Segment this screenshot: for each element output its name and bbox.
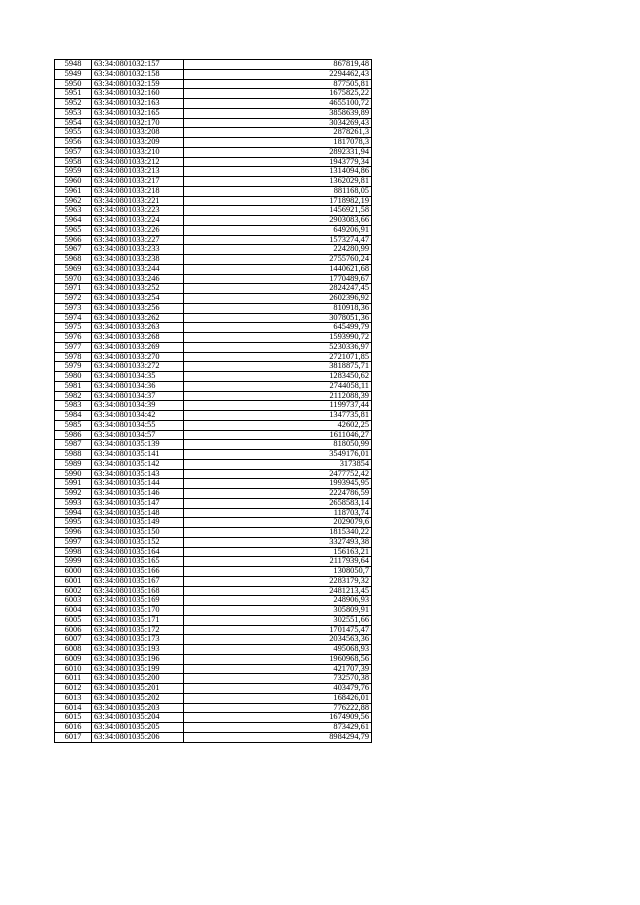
- value-cell: 2878261,3: [184, 128, 372, 138]
- row-number-cell: 6000: [55, 567, 92, 577]
- cadastral-number-cell: 63:34:0801032:158: [92, 69, 184, 79]
- value-cell: 1943779,34: [184, 157, 372, 167]
- value-cell: 2283179,32: [184, 576, 372, 586]
- cadastral-number-cell: 63:34:0801033:246: [92, 274, 184, 284]
- value-cell: 1675825,22: [184, 89, 372, 99]
- table-row: [55, 235, 372, 245]
- table-row: [55, 635, 372, 645]
- table-row: [55, 118, 372, 128]
- cadastral-number-cell: 63:34:0801035:150: [92, 528, 184, 538]
- cadastral-number-cell: 63:34:0801035:172: [92, 625, 184, 635]
- table-row: [55, 245, 372, 255]
- table-row: [55, 469, 372, 479]
- value-cell: 224280,99: [184, 245, 372, 255]
- table-row: [55, 177, 372, 187]
- value-cell: 1718982,19: [184, 196, 372, 206]
- table-row: [55, 147, 372, 157]
- cadastral-number-cell: 63:34:0801032:157: [92, 60, 184, 70]
- table-row: [55, 420, 372, 430]
- cadastral-number-cell: 63:34:0801033:233: [92, 245, 184, 255]
- cadastral-number-cell: 63:34:0801035:166: [92, 567, 184, 577]
- row-number-cell: 5986: [55, 430, 92, 440]
- row-number-cell: 5981: [55, 381, 92, 391]
- value-cell: 403479,76: [184, 684, 372, 694]
- row-number-cell: 5953: [55, 108, 92, 118]
- cadastral-number-cell: 63:34:0801033:212: [92, 157, 184, 167]
- cadastral-number-cell: 63:34:0801035:193: [92, 645, 184, 655]
- cadastral-number-cell: 63:34:0801035:201: [92, 684, 184, 694]
- value-cell: 1308050,7: [184, 567, 372, 577]
- value-cell: 1815340,22: [184, 528, 372, 538]
- table-row: [55, 567, 372, 577]
- row-number-cell: 5966: [55, 235, 92, 245]
- row-number-cell: 6016: [55, 723, 92, 733]
- cadastral-number-cell: 63:34:0801033:263: [92, 323, 184, 333]
- table-row: [55, 186, 372, 196]
- value-cell: 1960968,56: [184, 654, 372, 664]
- cadastral-number-cell: 63:34:0801035:204: [92, 713, 184, 723]
- value-cell: 1611046,27: [184, 430, 372, 440]
- table-row: [55, 372, 372, 382]
- row-number-cell: 6012: [55, 684, 92, 694]
- table-row: [55, 128, 372, 138]
- table-row: [55, 313, 372, 323]
- cadastral-number-cell: 63:34:0801033:244: [92, 264, 184, 274]
- value-cell: 1993945,95: [184, 479, 372, 489]
- row-number-cell: 6009: [55, 654, 92, 664]
- value-cell: 3327493,38: [184, 537, 372, 547]
- table-row: [55, 381, 372, 391]
- cadastral-number-cell: 63:34:0801034:55: [92, 420, 184, 430]
- value-cell: 421707,39: [184, 664, 372, 674]
- row-number-cell: 6005: [55, 615, 92, 625]
- table-row: [55, 274, 372, 284]
- value-cell: 2602396,92: [184, 294, 372, 304]
- row-number-cell: 5951: [55, 89, 92, 99]
- cadastral-number-cell: 63:34:0801035:139: [92, 440, 184, 450]
- cadastral-number-cell: 63:34:0801035:205: [92, 723, 184, 733]
- table-row: [55, 108, 372, 118]
- cadastral-number-cell: 63:34:0801035:202: [92, 693, 184, 703]
- cadastral-number-cell: 63:34:0801033:227: [92, 235, 184, 245]
- row-number-cell: 5948: [55, 60, 92, 70]
- table-row: [55, 440, 372, 450]
- row-number-cell: 6011: [55, 674, 92, 684]
- cadastral-number-cell: 63:34:0801033:268: [92, 333, 184, 343]
- cadastral-number-cell: 63:34:0801035:147: [92, 498, 184, 508]
- value-cell: 2755760,24: [184, 255, 372, 265]
- value-cell: 2112088,39: [184, 391, 372, 401]
- row-number-cell: 5974: [55, 313, 92, 323]
- value-cell: 4655100,72: [184, 99, 372, 109]
- row-number-cell: 5954: [55, 118, 92, 128]
- value-cell: 810918,36: [184, 303, 372, 313]
- cadastral-number-cell: 63:34:0801035:146: [92, 489, 184, 499]
- table-row: [55, 674, 372, 684]
- row-number-cell: 5978: [55, 352, 92, 362]
- row-number-cell: 6007: [55, 635, 92, 645]
- cadastral-number-cell: 63:34:0801035:170: [92, 606, 184, 616]
- cadastral-number-cell: 63:34:0801033:252: [92, 284, 184, 294]
- cadastral-value-table: [54, 59, 372, 743]
- table-row: [55, 703, 372, 713]
- table-row: [55, 391, 372, 401]
- row-number-cell: 5991: [55, 479, 92, 489]
- value-cell: 3818875,71: [184, 362, 372, 372]
- row-number-cell: 5993: [55, 498, 92, 508]
- cadastral-number-cell: 63:34:0801035:152: [92, 537, 184, 547]
- row-number-cell: 5960: [55, 177, 92, 187]
- value-cell: 2294462,43: [184, 69, 372, 79]
- table-row: [55, 625, 372, 635]
- value-cell: 881168,05: [184, 186, 372, 196]
- value-cell: 1283450,62: [184, 372, 372, 382]
- table-row: [55, 323, 372, 333]
- table-row: [55, 713, 372, 723]
- table-row: [55, 654, 372, 664]
- row-number-cell: 5994: [55, 508, 92, 518]
- table-row: [55, 60, 372, 70]
- value-cell: 156163,21: [184, 547, 372, 557]
- cadastral-number-cell: 63:34:0801033:272: [92, 362, 184, 372]
- table-row: [55, 537, 372, 547]
- value-cell: 3858639,89: [184, 108, 372, 118]
- row-number-cell: 5958: [55, 157, 92, 167]
- value-cell: 732570,38: [184, 674, 372, 684]
- row-number-cell: 5992: [55, 489, 92, 499]
- cadastral-number-cell: 63:34:0801035:169: [92, 596, 184, 606]
- cadastral-number-cell: 63:34:0801035:200: [92, 674, 184, 684]
- cadastral-number-cell: 63:34:0801035:203: [92, 703, 184, 713]
- cadastral-number-cell: 63:34:0801033:224: [92, 216, 184, 226]
- row-number-cell: 5985: [55, 420, 92, 430]
- value-cell: 818050,99: [184, 440, 372, 450]
- cadastral-number-cell: 63:34:0801033:218: [92, 186, 184, 196]
- value-cell: 1593990,72: [184, 333, 372, 343]
- table-row: [55, 333, 372, 343]
- value-cell: 873429,61: [184, 723, 372, 733]
- table-row: [55, 255, 372, 265]
- cadastral-number-cell: 63:34:0801033:210: [92, 147, 184, 157]
- row-number-cell: 5969: [55, 264, 92, 274]
- value-cell: 1456921,58: [184, 206, 372, 216]
- cadastral-number-cell: 63:34:0801034:35: [92, 372, 184, 382]
- table-row: [55, 518, 372, 528]
- cadastral-number-cell: 63:34:0801032:159: [92, 79, 184, 89]
- cadastral-number-cell: 63:34:0801035:149: [92, 518, 184, 528]
- value-cell: 1362029,81: [184, 177, 372, 187]
- value-cell: 1701475,47: [184, 625, 372, 635]
- value-cell: 776222,88: [184, 703, 372, 713]
- row-number-cell: 6015: [55, 713, 92, 723]
- table-row: [55, 138, 372, 148]
- table-row: [55, 547, 372, 557]
- row-number-cell: 5996: [55, 528, 92, 538]
- value-cell: 2117939,64: [184, 557, 372, 567]
- table-row: [55, 450, 372, 460]
- table-row: [55, 459, 372, 469]
- row-number-cell: 5998: [55, 547, 92, 557]
- cadastral-number-cell: 63:34:0801034:37: [92, 391, 184, 401]
- table-row: [55, 557, 372, 567]
- value-cell: 2824247,45: [184, 284, 372, 294]
- table-body: [55, 60, 372, 743]
- row-number-cell: 6006: [55, 625, 92, 635]
- table-row: [55, 684, 372, 694]
- table-row: [55, 157, 372, 167]
- table-row: [55, 264, 372, 274]
- row-number-cell: 5955: [55, 128, 92, 138]
- table-row: [55, 645, 372, 655]
- cadastral-number-cell: 63:34:0801032:163: [92, 99, 184, 109]
- cadastral-number-cell: 63:34:0801032:170: [92, 118, 184, 128]
- row-number-cell: 5962: [55, 196, 92, 206]
- table-row: [55, 489, 372, 499]
- value-cell: 2481213,45: [184, 586, 372, 596]
- table-row: [55, 352, 372, 362]
- row-number-cell: 6013: [55, 693, 92, 703]
- value-cell: 2892331,94: [184, 147, 372, 157]
- row-number-cell: 5977: [55, 342, 92, 352]
- value-cell: 2477752,42: [184, 469, 372, 479]
- value-cell: 1347735,81: [184, 411, 372, 421]
- row-number-cell: 6002: [55, 586, 92, 596]
- cadastral-number-cell: 63:34:0801035:141: [92, 450, 184, 460]
- row-number-cell: 5968: [55, 255, 92, 265]
- row-number-cell: 5999: [55, 557, 92, 567]
- row-number-cell: 5979: [55, 362, 92, 372]
- cadastral-number-cell: 63:34:0801035:196: [92, 654, 184, 664]
- table-row: [55, 723, 372, 733]
- value-cell: 8984294,79: [184, 732, 372, 742]
- row-number-cell: 6003: [55, 596, 92, 606]
- table-row: [55, 664, 372, 674]
- value-cell: 248906,93: [184, 596, 372, 606]
- row-number-cell: 5965: [55, 225, 92, 235]
- row-number-cell: 6017: [55, 732, 92, 742]
- row-number-cell: 5983: [55, 401, 92, 411]
- value-cell: 2903083,66: [184, 216, 372, 226]
- table-row: [55, 479, 372, 489]
- value-cell: 1770489,67: [184, 274, 372, 284]
- cadastral-number-cell: 63:34:0801035:206: [92, 732, 184, 742]
- table-row: [55, 498, 372, 508]
- table-row: [55, 362, 372, 372]
- cadastral-number-cell: 63:34:0801033:262: [92, 313, 184, 323]
- cadastral-number-cell: 63:34:0801035:144: [92, 479, 184, 489]
- table-row: [55, 342, 372, 352]
- cadastral-number-cell: 63:34:0801033:270: [92, 352, 184, 362]
- row-number-cell: 5963: [55, 206, 92, 216]
- row-number-cell: 5972: [55, 294, 92, 304]
- cadastral-number-cell: 63:34:0801034:39: [92, 401, 184, 411]
- value-cell: 1199737,44: [184, 401, 372, 411]
- cadastral-number-cell: 63:34:0801032:160: [92, 89, 184, 99]
- table-row: [55, 606, 372, 616]
- table-row: [55, 303, 372, 313]
- cadastral-number-cell: 63:34:0801033:254: [92, 294, 184, 304]
- table-row: [55, 216, 372, 226]
- table-row: [55, 79, 372, 89]
- row-number-cell: 5997: [55, 537, 92, 547]
- row-number-cell: 5995: [55, 518, 92, 528]
- value-cell: 42602,25: [184, 420, 372, 430]
- cadastral-number-cell: 63:34:0801035:168: [92, 586, 184, 596]
- row-number-cell: 5980: [55, 372, 92, 382]
- row-number-cell: 5956: [55, 138, 92, 148]
- table-row: [55, 430, 372, 440]
- value-cell: 2721071,85: [184, 352, 372, 362]
- cadastral-number-cell: 63:34:0801035:171: [92, 615, 184, 625]
- row-number-cell: 5988: [55, 450, 92, 460]
- row-number-cell: 5987: [55, 440, 92, 450]
- row-number-cell: 6001: [55, 576, 92, 586]
- value-cell: 3078051,36: [184, 313, 372, 323]
- cadastral-number-cell: 63:34:0801035:173: [92, 635, 184, 645]
- value-cell: 3549176,01: [184, 450, 372, 460]
- table-row: [55, 284, 372, 294]
- cadastral-number-cell: 63:34:0801035:199: [92, 664, 184, 674]
- cadastral-number-cell: 63:34:0801034:36: [92, 381, 184, 391]
- row-number-cell: 6014: [55, 703, 92, 713]
- value-cell: 2034563,36: [184, 635, 372, 645]
- row-number-cell: 5967: [55, 245, 92, 255]
- table-row: [55, 732, 372, 742]
- value-cell: 867819,48: [184, 60, 372, 70]
- cadastral-number-cell: 63:34:0801035:143: [92, 469, 184, 479]
- table-row: [55, 693, 372, 703]
- row-number-cell: 5952: [55, 99, 92, 109]
- table-row: [55, 576, 372, 586]
- table-row: [55, 69, 372, 79]
- value-cell: 1573274,47: [184, 235, 372, 245]
- cadastral-number-cell: 63:34:0801034:42: [92, 411, 184, 421]
- value-cell: 2658583,14: [184, 498, 372, 508]
- cadastral-number-cell: 63:34:0801033:208: [92, 128, 184, 138]
- value-cell: 2224786,59: [184, 489, 372, 499]
- value-cell: 2029079,6: [184, 518, 372, 528]
- value-cell: 3034269,43: [184, 118, 372, 128]
- row-number-cell: 5957: [55, 147, 92, 157]
- value-cell: 1674909,56: [184, 713, 372, 723]
- cadastral-number-cell: 63:34:0801033:213: [92, 167, 184, 177]
- table-row: [55, 167, 372, 177]
- cadastral-number-cell: 63:34:0801035:167: [92, 576, 184, 586]
- cadastral-number-cell: 63:34:0801035:164: [92, 547, 184, 557]
- table-row: [55, 206, 372, 216]
- table-row: [55, 196, 372, 206]
- row-number-cell: 5964: [55, 216, 92, 226]
- value-cell: 2744058,11: [184, 381, 372, 391]
- value-cell: 495068,93: [184, 645, 372, 655]
- cadastral-number-cell: 63:34:0801033:269: [92, 342, 184, 352]
- table-row: [55, 99, 372, 109]
- row-number-cell: 5976: [55, 333, 92, 343]
- table-row: [55, 596, 372, 606]
- cadastral-number-cell: 63:34:0801033:256: [92, 303, 184, 313]
- row-number-cell: 5973: [55, 303, 92, 313]
- value-cell: 3173854: [184, 459, 372, 469]
- cadastral-number-cell: 63:34:0801033:221: [92, 196, 184, 206]
- row-number-cell: 5961: [55, 186, 92, 196]
- row-number-cell: 5950: [55, 79, 92, 89]
- row-number-cell: 5971: [55, 284, 92, 294]
- table-row: [55, 401, 372, 411]
- table-row: [55, 411, 372, 421]
- row-number-cell: 5982: [55, 391, 92, 401]
- row-number-cell: 5975: [55, 323, 92, 333]
- cadastral-number-cell: 63:34:0801035:148: [92, 508, 184, 518]
- row-number-cell: 6008: [55, 645, 92, 655]
- cadastral-number-cell: 63:34:0801033:209: [92, 138, 184, 148]
- cadastral-number-cell: 63:34:0801035:142: [92, 459, 184, 469]
- value-cell: 1817078,3: [184, 138, 372, 148]
- cadastral-number-cell: 63:34:0801033:226: [92, 225, 184, 235]
- table-row: [55, 586, 372, 596]
- table-row: [55, 508, 372, 518]
- cadastral-number-cell: 63:34:0801033:238: [92, 255, 184, 265]
- row-number-cell: 5989: [55, 459, 92, 469]
- value-cell: 649206,91: [184, 225, 372, 235]
- cadastral-number-cell: 63:34:0801034:57: [92, 430, 184, 440]
- row-number-cell: 5990: [55, 469, 92, 479]
- row-number-cell: 6010: [55, 664, 92, 674]
- row-number-cell: 5959: [55, 167, 92, 177]
- value-cell: 168426,01: [184, 693, 372, 703]
- value-cell: 877505,81: [184, 79, 372, 89]
- row-number-cell: 6004: [55, 606, 92, 616]
- cadastral-number-cell: 63:34:0801033:223: [92, 206, 184, 216]
- row-number-cell: 5984: [55, 411, 92, 421]
- value-cell: 645499,79: [184, 323, 372, 333]
- row-number-cell: 5970: [55, 274, 92, 284]
- cadastral-number-cell: 63:34:0801033:217: [92, 177, 184, 187]
- value-cell: 5230336,97: [184, 342, 372, 352]
- value-cell: 1314094,86: [184, 167, 372, 177]
- table-row: [55, 89, 372, 99]
- value-cell: 118703,74: [184, 508, 372, 518]
- table-row: [55, 225, 372, 235]
- value-cell: 1440621,68: [184, 264, 372, 274]
- table-row: [55, 615, 372, 625]
- value-cell: 305809,91: [184, 606, 372, 616]
- cadastral-number-cell: 63:34:0801035:165: [92, 557, 184, 567]
- cadastral-number-cell: 63:34:0801032:165: [92, 108, 184, 118]
- table-row: [55, 528, 372, 538]
- value-cell: 302551,66: [184, 615, 372, 625]
- table-row: [55, 294, 372, 304]
- row-number-cell: 5949: [55, 69, 92, 79]
